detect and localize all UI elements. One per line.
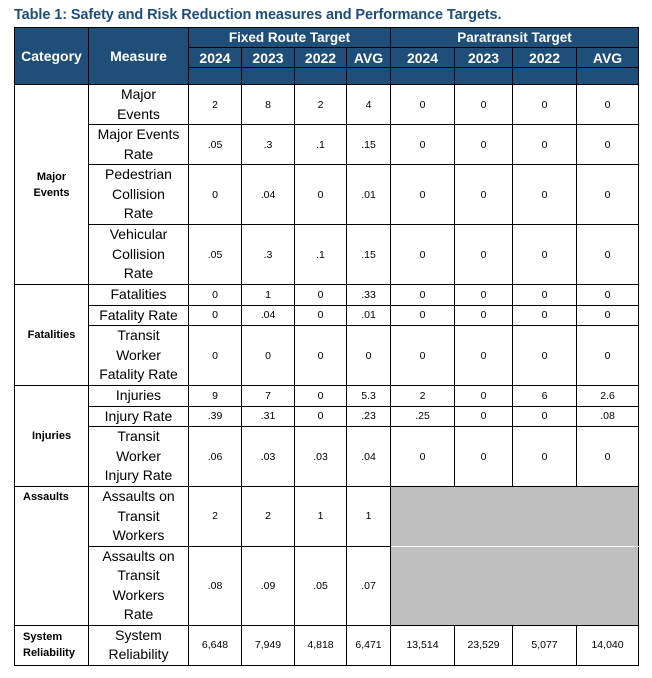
table-title: Table 1: Safety and Risk Reduction measures and Performance Targets. — [14, 7, 502, 23]
value-cell: 0 — [295, 305, 347, 326]
value-cell: 4 — [347, 85, 391, 125]
value-cell: 5.3 — [347, 386, 391, 407]
header-category: Category — [15, 28, 89, 85]
measure-cell: Pedestrian Collision Rate — [89, 165, 189, 225]
table-row — [15, 386, 639, 407]
value-cell: 2.6 — [577, 386, 639, 407]
value-cell: .31 — [242, 406, 295, 427]
value-cell: 1 — [347, 487, 391, 547]
value-cell: .3 — [242, 225, 295, 285]
value-cell: 0 — [391, 427, 455, 487]
value-cell: 14,040 — [577, 625, 639, 665]
value-cell: 6,471 — [347, 625, 391, 665]
value-cell: 0 — [455, 406, 513, 427]
value-cell: .25 — [391, 406, 455, 427]
value-cell: 6,648 — [189, 625, 242, 665]
measure-cell: Major Events — [89, 85, 189, 125]
value-cell: 5,077 — [513, 625, 577, 665]
category-assaults: Assaults — [15, 487, 89, 626]
value-cell: .39 — [189, 406, 242, 427]
value-cell: 2 — [242, 487, 295, 547]
category-fatalities: Fatalities — [15, 285, 89, 386]
header-pt-2022: 2022 — [513, 48, 577, 68]
header-spacer — [242, 68, 295, 85]
value-cell: 0 — [189, 305, 242, 326]
table-row — [15, 406, 639, 427]
value-cell: 0 — [391, 305, 455, 326]
header-spacer — [455, 68, 513, 85]
value-cell: 23,529 — [455, 625, 513, 665]
value-cell: 0 — [189, 326, 242, 386]
table-row — [15, 125, 639, 165]
value-cell: .05 — [189, 225, 242, 285]
value-cell: 0 — [391, 85, 455, 125]
value-cell: 9 — [189, 386, 242, 407]
measure-cell: Injuries — [89, 386, 189, 407]
not-applicable-shaded-cell — [391, 487, 639, 547]
header-pt-2024: 2024 — [391, 48, 455, 68]
value-cell: 0 — [513, 427, 577, 487]
value-cell: 0 — [513, 165, 577, 225]
measure-cell: Vehicular Collision Rate — [89, 225, 189, 285]
measure-cell: Fatalities — [89, 285, 189, 306]
measure-cell: System Reliability — [89, 625, 189, 665]
value-cell: .05 — [189, 125, 242, 165]
value-cell: 0 — [295, 165, 347, 225]
table-row — [15, 165, 639, 225]
value-cell: 2 — [189, 85, 242, 125]
header-measure: Measure — [89, 28, 189, 85]
measure-cell: Transit Worker Injury Rate — [89, 427, 189, 487]
header-spacer — [295, 68, 347, 85]
safety-targets-table — [14, 27, 639, 666]
value-cell: 8 — [242, 85, 295, 125]
value-cell: 0 — [391, 165, 455, 225]
value-cell: 1 — [295, 487, 347, 547]
value-cell: .03 — [295, 427, 347, 487]
header-spacer — [347, 68, 391, 85]
value-cell: 0 — [242, 326, 295, 386]
header-spacer — [577, 68, 639, 85]
header-fr-2023: 2023 — [242, 48, 295, 68]
value-cell: .01 — [347, 305, 391, 326]
value-cell: 0 — [295, 285, 347, 306]
header-pt-2023: 2023 — [455, 48, 513, 68]
value-cell: 0 — [513, 225, 577, 285]
table-row — [15, 487, 639, 547]
value-cell: .1 — [295, 125, 347, 165]
value-cell: 0 — [513, 326, 577, 386]
value-cell: .06 — [189, 427, 242, 487]
value-cell: .15 — [347, 125, 391, 165]
header-spacer — [189, 68, 242, 85]
value-cell: 0 — [577, 326, 639, 386]
value-cell: .15 — [347, 225, 391, 285]
category-system-reliability — [15, 625, 89, 665]
header-pt-avg: AVG — [577, 48, 639, 68]
table-row — [15, 427, 639, 487]
value-cell: 0 — [455, 225, 513, 285]
value-cell: .04 — [347, 427, 391, 487]
value-cell: .04 — [242, 165, 295, 225]
category-major-events — [15, 85, 89, 285]
not-applicable-shaded-cell — [391, 546, 639, 625]
value-cell: 0 — [295, 386, 347, 407]
value-cell: .23 — [347, 406, 391, 427]
value-cell: .33 — [347, 285, 391, 306]
measure-cell: Fatality Rate — [89, 305, 189, 326]
value-cell: 13,514 — [391, 625, 455, 665]
value-cell: 0 — [455, 285, 513, 306]
value-cell: 0 — [577, 165, 639, 225]
table-row — [15, 85, 639, 125]
measure-cell: Transit Worker Fatality Rate — [89, 326, 189, 386]
measure-cell: Major Events Rate — [89, 125, 189, 165]
value-cell: 0 — [391, 125, 455, 165]
measure-cell: Assaults on Transit Workers — [89, 487, 189, 547]
value-cell: 0 — [513, 125, 577, 165]
value-cell: .08 — [577, 406, 639, 427]
value-cell: 0 — [391, 285, 455, 306]
measure-cell: Assaults on Transit Workers Rate — [89, 546, 189, 625]
value-cell: 0 — [513, 305, 577, 326]
value-cell: 0 — [577, 285, 639, 306]
header-paratransit-target: Paratransit Target — [391, 28, 639, 48]
table-row — [15, 305, 639, 326]
value-cell: 0 — [295, 406, 347, 427]
value-cell: 0 — [455, 125, 513, 165]
table-row — [15, 225, 639, 285]
value-cell: 0 — [391, 225, 455, 285]
value-cell: 0 — [455, 386, 513, 407]
value-cell: 1 — [242, 285, 295, 306]
value-cell: .05 — [295, 546, 347, 625]
header-fr-avg: AVG — [347, 48, 391, 68]
value-cell: 0 — [513, 285, 577, 306]
table-row — [15, 625, 639, 665]
value-cell: 7,949 — [242, 625, 295, 665]
value-cell: 0 — [391, 326, 455, 386]
category-label: System Reliability — [23, 631, 75, 659]
value-cell: 0 — [189, 285, 242, 306]
value-cell: 0 — [189, 165, 242, 225]
header-spacer — [391, 68, 455, 85]
value-cell: 7 — [242, 386, 295, 407]
header-fr-2022: 2022 — [295, 48, 347, 68]
value-cell: 0 — [455, 326, 513, 386]
value-cell: 2 — [391, 386, 455, 407]
value-cell: 0 — [577, 427, 639, 487]
value-cell: 0 — [513, 406, 577, 427]
header-fixed-route-target: Fixed Route Target — [189, 28, 391, 48]
category-injuries: Injuries — [15, 386, 89, 487]
value-cell: 2 — [295, 85, 347, 125]
measure-cell: Injury Rate — [89, 406, 189, 427]
value-cell: .03 — [242, 427, 295, 487]
value-cell: .3 — [242, 125, 295, 165]
value-cell: 0 — [577, 225, 639, 285]
value-cell: .01 — [347, 165, 391, 225]
value-cell: 0 — [455, 305, 513, 326]
value-cell: 6 — [513, 386, 577, 407]
value-cell: .08 — [189, 546, 242, 625]
value-cell: .04 — [242, 305, 295, 326]
header-spacer — [513, 68, 577, 85]
value-cell: 0 — [577, 125, 639, 165]
value-cell: 2 — [189, 487, 242, 547]
value-cell: 0 — [455, 85, 513, 125]
header-fr-2024: 2024 — [189, 48, 242, 68]
value-cell: 0 — [455, 427, 513, 487]
value-cell: 0 — [577, 85, 639, 125]
value-cell: 0 — [455, 165, 513, 225]
category-label: Major Events — [33, 170, 70, 199]
value-cell: 4,818 — [295, 625, 347, 665]
value-cell: 0 — [295, 326, 347, 386]
value-cell: 0 — [513, 85, 577, 125]
table-row — [15, 285, 639, 306]
value-cell: .1 — [295, 225, 347, 285]
table-row — [15, 326, 639, 386]
value-cell: 0 — [347, 326, 391, 386]
value-cell: .09 — [242, 546, 295, 625]
table-row — [15, 546, 639, 625]
value-cell: .07 — [347, 546, 391, 625]
value-cell: 0 — [577, 305, 639, 326]
